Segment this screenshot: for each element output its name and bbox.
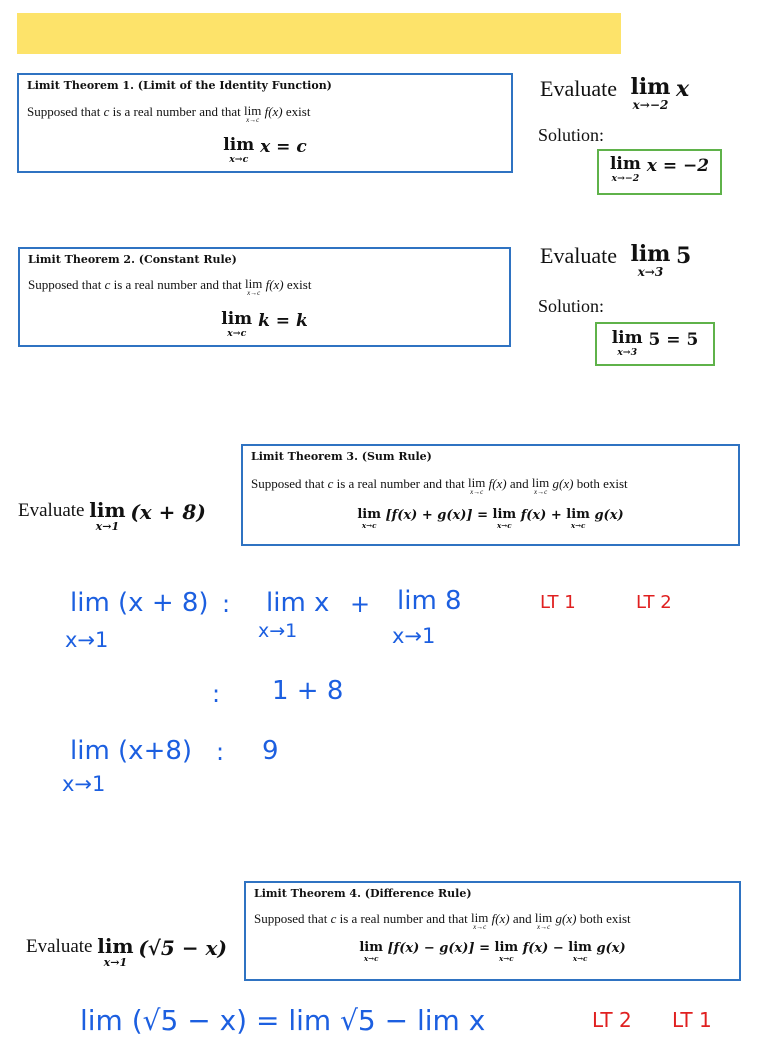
hw3-result: 9 bbox=[262, 736, 279, 766]
title-banner bbox=[17, 13, 621, 54]
hw3-plus: + bbox=[350, 590, 371, 618]
theorem-4-title: Limit Theorem 4. (Difference Rule) bbox=[254, 887, 472, 900]
example-4-evaluate: Evaluate lim x→1 (√5 − x) bbox=[26, 934, 227, 969]
hw3-line3-left: lim (x+8) bbox=[70, 736, 193, 766]
theorem-1-statement: Supposed that c is a real number and that lim x→c f(x) exist bbox=[27, 103, 311, 124]
theorem-3-statement: Supposed that c is a real number and that lim x→c f(x) and lim x→c g(x) both exist bbox=[251, 475, 628, 496]
hw3-term1-sub: x→1 bbox=[258, 620, 298, 642]
theorem-4-statement: Supposed that c is a real number and that lim x→c f(x) and lim x→c g(x) both exist bbox=[254, 910, 631, 931]
hw3-line1-sub: x→1 bbox=[65, 628, 109, 652]
theorem-1-title: Limit Theorem 1. (Limit of the Identity Function) bbox=[27, 79, 332, 92]
hw4-partial: lim (√5 − x) = lim √5 − lim x bbox=[80, 1004, 486, 1037]
hw3-term1: lim x bbox=[266, 588, 330, 618]
theorem-2-formula: lim x→c k = k bbox=[221, 309, 308, 339]
hw3-term2-sub: x→1 bbox=[392, 624, 436, 648]
example-1-evaluate: Evaluate lim x→−2 x bbox=[540, 74, 690, 112]
hw3-eq-2: : bbox=[212, 680, 221, 708]
hw4-note-lt1: LT 1 bbox=[672, 1008, 712, 1032]
theorem-3-box bbox=[241, 444, 740, 546]
hw3-line2: 1 + 8 bbox=[272, 676, 344, 706]
example-2-evaluate: Evaluate lim x→3 5 bbox=[540, 241, 692, 279]
hw3-term2: lim 8 bbox=[397, 586, 462, 616]
theorem-2-title: Limit Theorem 2. (Constant Rule) bbox=[28, 253, 237, 266]
hw3-eq-1: : bbox=[222, 590, 231, 618]
hw3-line3-sub: x→1 bbox=[62, 772, 106, 796]
theorem-2-statement: Supposed that c is a real number and that lim x→c f(x) exist bbox=[28, 276, 312, 297]
theorem-4-formula: lim x→c [f(x) − g(x)] = lim x→c f(x) − lim x→c g(x) bbox=[359, 940, 626, 963]
theorem-2-box bbox=[18, 247, 511, 347]
example-3-evaluate: Evaluate lim x→1 (x + 8) bbox=[18, 498, 206, 533]
hw3-note-lt2: LT 2 bbox=[636, 592, 672, 613]
theorem-4-box bbox=[244, 881, 741, 981]
example-2-answer-box: lim x→3 5 = 5 bbox=[595, 322, 715, 366]
hw3-eq-3: : bbox=[216, 738, 225, 766]
example-1-answer-box: lim x→−2 x = −2 bbox=[597, 149, 722, 195]
hw3-line1-left: lim (x + 8) bbox=[70, 588, 209, 618]
example-1-solution-label: Solution: bbox=[538, 125, 605, 145]
theorem-1-formula: lim x→c x = c bbox=[223, 135, 307, 165]
theorem-1-box bbox=[17, 73, 513, 173]
hw3-note-lt1: LT 1 bbox=[540, 592, 576, 613]
hw4-note-lt2: LT 2 bbox=[592, 1008, 632, 1032]
theorem-3-formula: lim x→c [f(x) + g(x)] = lim x→c f(x) + lim x→c g(x) bbox=[357, 507, 624, 530]
example-2-solution-label: Solution: bbox=[538, 296, 605, 316]
theorem-3-title: Limit Theorem 3. (Sum Rule) bbox=[251, 450, 432, 463]
